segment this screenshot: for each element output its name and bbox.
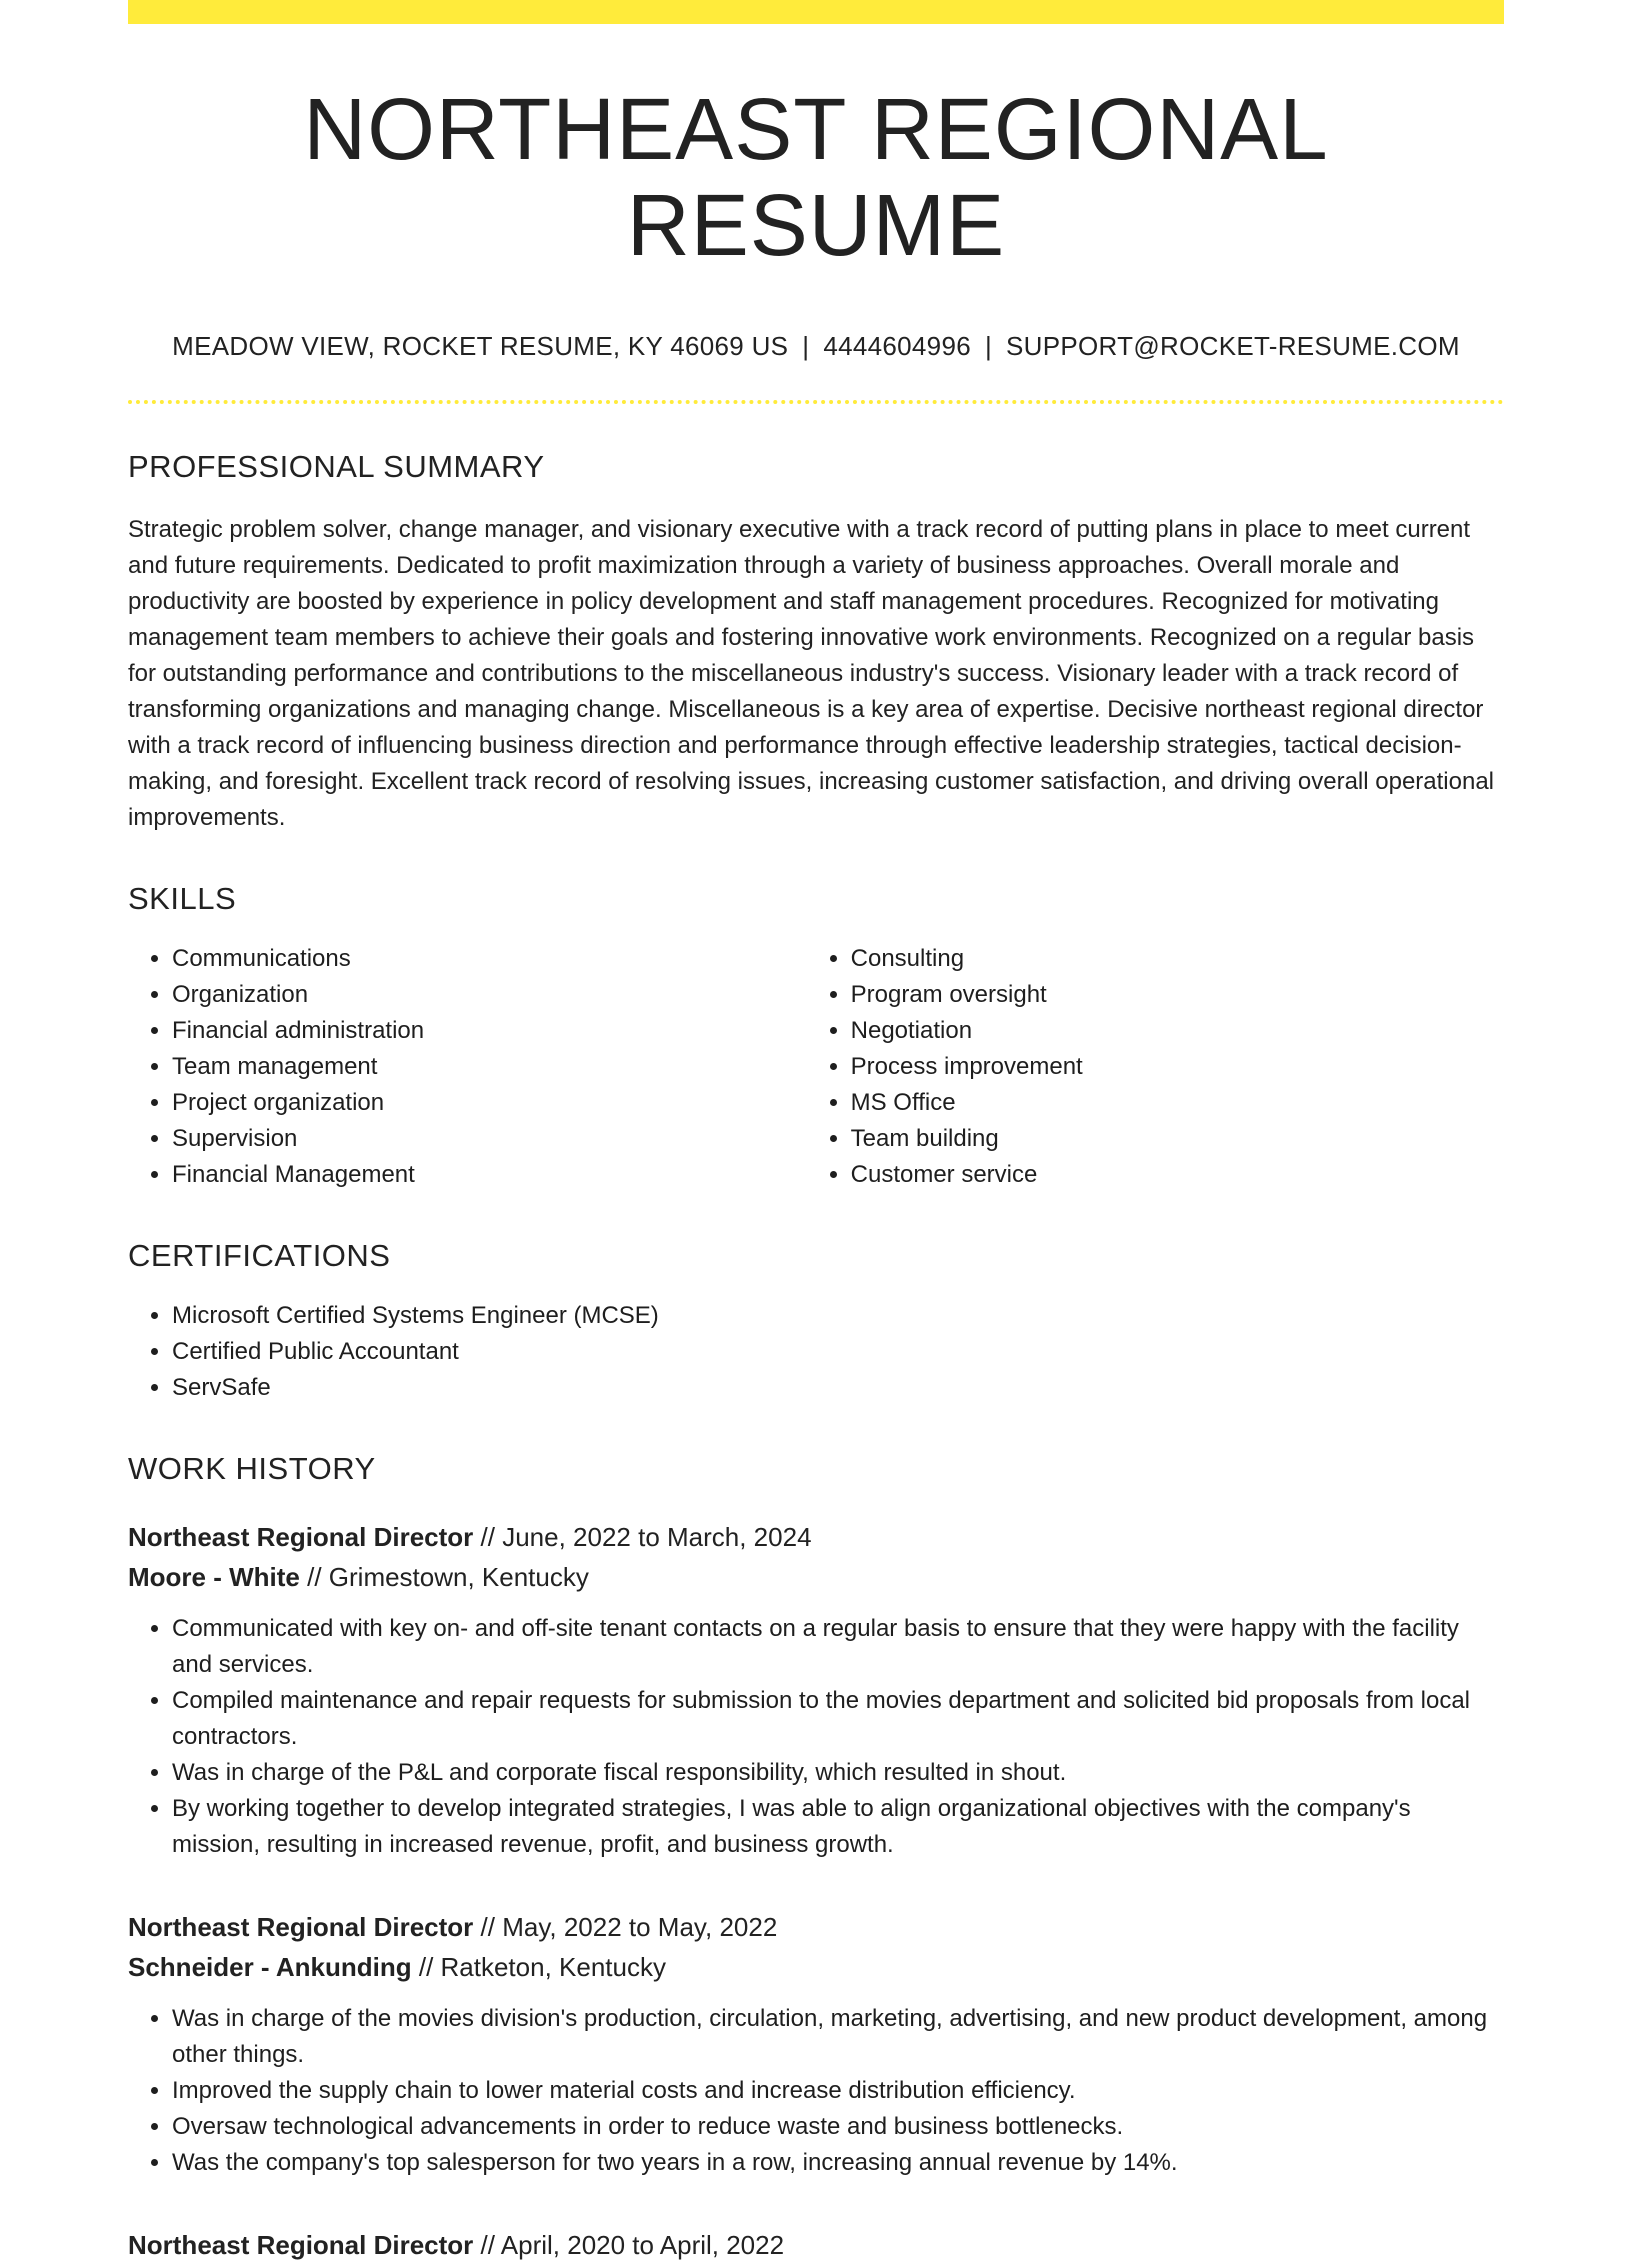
- skill-item: • MS Office: [851, 1085, 1504, 1121]
- job-company: Moore - White: [128, 1562, 300, 1593]
- summary-heading: PROFESSIONAL SUMMARY: [128, 449, 545, 485]
- job-entry: [128, 2225, 1504, 2265]
- skill-item: • Supervision: [172, 1121, 807, 1157]
- skill-item: • Customer service: [851, 1157, 1504, 1193]
- separator: |: [802, 331, 810, 362]
- job-bullets: [128, 1611, 1504, 1863]
- job-role: Northeast Regional Director: [128, 1912, 474, 1943]
- job-bullets: [128, 2001, 1504, 2181]
- skill-item: • Process improvement: [851, 1049, 1504, 1085]
- job-bullet: • Was in charge of the movies division's production, circulation, marketing, advertising, and new product development, among other things.: [172, 2001, 1504, 2073]
- certification-item: • ServSafe: [172, 1370, 1504, 1406]
- skill-item: • Financial Management: [172, 1157, 807, 1193]
- resume-title: NORTHEAST REGIONAL RESUME: [303, 81, 1329, 274]
- work-history-heading: WORK HISTORY: [128, 1450, 376, 1486]
- skill-item: • Project organization: [172, 1085, 807, 1121]
- certifications-heading: CERTIFICATIONS: [128, 1237, 391, 1273]
- skills-list: [128, 941, 1504, 1193]
- job-bullet: • Communicated with key on- and off-site tenant contacts on a regular basis to ensure that they were happy with the facility and services.: [172, 1611, 1504, 1683]
- job-company-line: [128, 1557, 1504, 1597]
- job-title-line: [128, 2225, 1504, 2265]
- skill-item: • Negotiation: [851, 1013, 1504, 1049]
- job-location: // Grimestown, Kentucky: [307, 1562, 589, 1593]
- dotted-divider: [128, 400, 1504, 404]
- job-bullet: • Oversaw technological advancements in order to reduce waste and business bottlenecks.: [172, 2109, 1504, 2145]
- job-entry: [128, 1517, 1504, 1863]
- address: MEADOW VIEW, ROCKET RESUME, KY 46069 US: [172, 331, 789, 362]
- skill-item: • Program oversight: [851, 977, 1504, 1013]
- job-bullet: • Was the company's top salesperson for two years in a row, increasing annual revenue by 14%.: [172, 2145, 1504, 2181]
- accent-bar: [128, 0, 1504, 24]
- skill-item: • Consulting: [851, 941, 1504, 977]
- certification-item: • Certified Public Accountant: [172, 1334, 1504, 1370]
- email: SUPPORT@ROCKET-RESUME.COM: [1006, 331, 1460, 362]
- skill-item: • Financial administration: [172, 1013, 807, 1049]
- skill-item: • Team building: [851, 1121, 1504, 1157]
- certifications-list: [128, 1298, 1504, 1406]
- resume-page: [128, 0, 1504, 2265]
- job-role: Northeast Regional Director: [128, 2230, 474, 2261]
- separator: |: [984, 331, 993, 362]
- job-company: Schneider - Ankunding: [128, 1952, 412, 1983]
- job-company-line: [128, 1947, 1504, 1987]
- job-location: // Ratketon, Kentucky: [418, 1952, 666, 1983]
- certification-item: • Microsoft Certified Systems Engineer (MCSE): [172, 1298, 1504, 1334]
- summary-text: Strategic problem solver, change manager, and visionary executive with a track record of putting plans in place to meet current and future requirements. Dedicated to profit maximization through a variety of business approaches. Overall morale and productivity are boosted by experience in policy development and staff management procedures. Recognized for motivating management team members to achieve their goals and fostering innovative work environments. Recognized on a regular basis for outstanding performance and contributions to the miscellaneous industry's success. Visionary leader with a track record of transforming organizations and managing change. Miscellaneous is a key area of expertise. Decisive northeast regional director with a track record of influencing business direction and performance through effective leadership strategies, tactical decision-making, and foresight. Excellent track record of resolving issues, increasing customer satisfaction, and driving overall operational improvements.: [128, 515, 1495, 831]
- skills-left-column: [128, 941, 807, 1193]
- job-title-line: [128, 1907, 1504, 1947]
- job-bullet: • Improved the supply chain to lower material costs and increase distribution efficiency.: [172, 2073, 1504, 2109]
- skills-right-column: [807, 941, 1504, 1193]
- skill-item: • Team management: [172, 1049, 807, 1085]
- job-dates: // June, 2022 to March, 2024: [480, 1522, 812, 1553]
- job-bullet: • By working together to develop integrated strategies, I was able to align organizational objectives with the company's mission, resulting in increased revenue, profit, and business growth.: [172, 1791, 1504, 1863]
- job-title-line: [128, 1517, 1504, 1557]
- job-entry: [128, 1907, 1504, 2181]
- job-dates: // May, 2022 to May, 2022: [480, 1912, 778, 1943]
- skill-item: • Organization: [172, 977, 807, 1013]
- job-role: Northeast Regional Director: [128, 1522, 474, 1553]
- skills-heading: SKILLS: [128, 880, 237, 916]
- job-bullet: • Was in charge of the P&L and corporate fiscal responsibility, which resulted in shout.: [172, 1755, 1504, 1791]
- skill-item: • Communications: [172, 941, 807, 977]
- job-dates: // April, 2020 to April, 2022: [480, 2230, 785, 2261]
- phone: 4444604996: [823, 331, 971, 362]
- job-bullet: • Compiled maintenance and repair requests for submission to the movies department and solicited bid proposals from local contractors.: [172, 1683, 1504, 1755]
- contact-line: [128, 331, 1504, 362]
